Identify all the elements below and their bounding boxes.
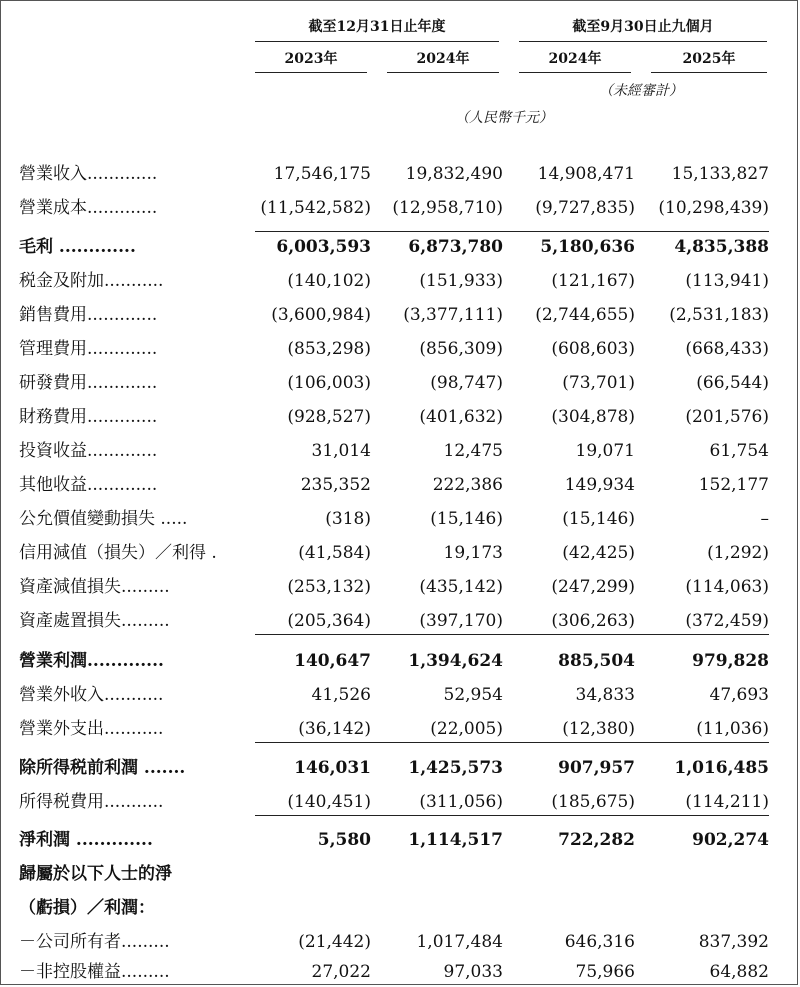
cell-value: (205,364)	[287, 611, 371, 631]
cell-value: 885,504	[558, 651, 635, 671]
table-row-operating-profit	[1, 644, 798, 678]
row-label: 資產減值損失.........	[19, 577, 170, 597]
cell-value: (36,142)	[298, 719, 371, 739]
cell-value: (3,377,111)	[403, 305, 503, 325]
table-row-selling-expenses	[1, 298, 798, 332]
row-label: 淨利潤 .............	[19, 830, 153, 850]
cell-value: 4,835,388	[674, 237, 769, 257]
row-label: 公允價值變動損失 .....	[19, 509, 188, 529]
row-label: 毛利 .............	[19, 237, 136, 257]
cell-value: 5,580	[317, 830, 371, 850]
table-row-investment-income	[1, 434, 798, 468]
cell-value: (12,958,710)	[392, 198, 503, 218]
table-row-taxes-and-surcharges	[1, 264, 798, 298]
cell-value: 140,647	[294, 651, 371, 671]
year-header-col4: 2025年	[651, 48, 767, 73]
cell-value: 17,546,175	[273, 164, 371, 184]
cell-value: 27,022	[311, 962, 371, 982]
cell-value: 12,475	[443, 441, 503, 461]
cell-value: (151,933)	[419, 271, 503, 291]
year-header-col2: 2024年	[387, 48, 499, 73]
year-header-col3: 2024年	[519, 48, 631, 73]
cell-value: 646,316	[564, 932, 635, 952]
cell-value: 52,954	[443, 685, 503, 705]
row-label: 營業成本.............	[19, 198, 158, 218]
row-label: 營業外支出...........	[19, 719, 164, 739]
cell-value: 5,180,636	[540, 237, 635, 257]
cell-value: 1,016,485	[674, 758, 769, 778]
table-row-asset-impairment	[1, 570, 798, 604]
table-row-gross-profit	[1, 230, 798, 264]
cell-value: 64,882	[709, 962, 769, 982]
cell-value: (435,142)	[419, 577, 503, 597]
cell-value: (318)	[325, 509, 371, 529]
table-row-credit-impairment	[1, 536, 798, 570]
cell-value: (66,544)	[696, 373, 769, 393]
header-group-full-year: 截至12月31日止年度	[255, 16, 499, 42]
row-label: 營業利潤.............	[19, 651, 164, 671]
table-row-other-income	[1, 468, 798, 502]
table-row-fair-value-losses	[1, 502, 798, 536]
cell-value: (306,263)	[551, 611, 635, 631]
cell-value: (15,146)	[430, 509, 503, 529]
cell-value: 1,017,484	[416, 932, 503, 952]
cell-value: (401,632)	[419, 407, 503, 427]
row-label: 研發費用.............	[19, 373, 158, 393]
cell-value: (9,727,835)	[535, 198, 635, 218]
cell-value: (185,675)	[551, 792, 635, 812]
cell-value: (311,056)	[419, 792, 503, 812]
unaudited-note: （未經審計）	[599, 83, 683, 99]
header-group-nine-months: 截至9月30日止九個月	[519, 16, 767, 42]
cell-value: (3,600,984)	[271, 305, 371, 325]
row-label: －公司所有者.........	[19, 932, 170, 952]
cell-value: (2,531,183)	[669, 305, 769, 325]
table-row-cost-of-sales	[1, 191, 798, 225]
cell-value: (928,527)	[287, 407, 371, 427]
cell-value: 75,966	[575, 962, 635, 982]
cell-value: 34,833	[575, 685, 635, 705]
row-label: 信用減值（損失）／利得 .	[19, 543, 217, 563]
cell-value: (140,451)	[287, 792, 371, 812]
cell-value: 146,031	[294, 758, 371, 778]
cell-value: (140,102)	[287, 271, 371, 291]
cell-value: (114,063)	[685, 577, 769, 597]
table-row-net-profit	[1, 823, 798, 857]
table-row-non-operating-expenses	[1, 712, 798, 746]
row-label: 除所得税前利潤 .......	[19, 758, 186, 778]
row-label: 投資收益.............	[19, 441, 158, 461]
table-row-admin-expenses	[1, 332, 798, 366]
cell-value: (397,170)	[419, 611, 503, 631]
cell-value: (304,878)	[551, 407, 635, 427]
cell-value: 902,274	[692, 830, 769, 850]
row-label: 所得税費用...........	[19, 792, 164, 812]
cell-value: (1,292)	[707, 543, 769, 563]
cell-value: (853,298)	[287, 339, 371, 359]
cell-value: (114,211)	[685, 792, 769, 812]
cell-value: 149,934	[564, 475, 635, 495]
table-row-non-operating-income	[1, 678, 798, 712]
row-label: 管理費用.............	[19, 339, 158, 359]
row-label: 資產處置損失.........	[19, 611, 170, 631]
row-label: 税金及附加...........	[19, 271, 164, 291]
row-label: 營業收入.............	[19, 164, 158, 184]
row-label: 銷售費用.............	[19, 305, 158, 325]
cell-value: (42,425)	[562, 543, 635, 563]
cell-value: (253,132)	[287, 577, 371, 597]
cell-value: (41,584)	[298, 543, 371, 563]
cell-value: 6,003,593	[276, 237, 371, 257]
cell-value: 152,177	[698, 475, 769, 495]
currency-unit-note: （人民幣千元）	[455, 110, 553, 126]
cell-value: (608,603)	[551, 339, 635, 359]
cell-value: 907,957	[558, 758, 635, 778]
cell-value: 1,114,517	[408, 830, 503, 850]
cell-value: 14,908,471	[537, 164, 635, 184]
cell-value: 97,033	[443, 962, 503, 982]
cell-value: (201,576)	[685, 407, 769, 427]
cell-value: (113,941)	[685, 271, 769, 291]
row-label: 財務費用.............	[19, 407, 158, 427]
table-row-revenue	[1, 157, 798, 191]
row-label: （虧損）／利潤：	[19, 898, 155, 918]
table-row-attributable-heading-1	[1, 857, 798, 891]
cell-value: (247,299)	[551, 577, 635, 597]
row-label: －非控股權益.........	[19, 962, 170, 982]
cell-value: 235,352	[300, 475, 371, 495]
cell-value: (121,167)	[551, 271, 635, 291]
cell-value: (21,442)	[298, 932, 371, 952]
cell-value: 837,392	[698, 932, 769, 952]
cell-value: (12,380)	[562, 719, 635, 739]
row-label: 歸屬於以下人士的淨	[19, 864, 172, 884]
cell-value: 15,133,827	[671, 164, 769, 184]
cell-value: (2,744,655)	[535, 305, 635, 325]
table-row-income-tax	[1, 785, 798, 819]
cell-value: –	[760, 509, 769, 529]
year-header-col1: 2023年	[255, 48, 367, 73]
cell-value: (98,747)	[430, 373, 503, 393]
cell-value: 1,394,624	[408, 651, 503, 671]
cell-value: 19,071	[575, 441, 635, 461]
cell-value: 19,173	[443, 543, 503, 563]
cell-value: 19,832,490	[405, 164, 503, 184]
cell-value: (11,542,582)	[260, 198, 371, 218]
cell-value: (372,459)	[685, 611, 769, 631]
table-row-attributable-heading-2	[1, 891, 798, 925]
table-row-asset-disposal	[1, 604, 798, 638]
row-label: 營業外收入...........	[19, 685, 164, 705]
cell-value: (856,309)	[419, 339, 503, 359]
cell-value: 47,693	[709, 685, 769, 705]
cell-value: (73,701)	[562, 373, 635, 393]
table-row-non-controlling-interests	[1, 955, 798, 985]
cell-value: (10,298,439)	[658, 198, 769, 218]
cell-value: (106,003)	[287, 373, 371, 393]
table-row-finance-expenses	[1, 400, 798, 434]
cell-value: (668,433)	[685, 339, 769, 359]
cell-value: (15,146)	[562, 509, 635, 529]
table-row-owners-of-company	[1, 925, 798, 959]
cell-value: 41,526	[311, 685, 371, 705]
cell-value: 31,014	[311, 441, 371, 461]
cell-value: 6,873,780	[408, 237, 503, 257]
cell-value: 979,828	[692, 651, 769, 671]
cell-value: 222,386	[432, 475, 503, 495]
cell-value: 1,425,573	[408, 758, 503, 778]
table-row-rnd-expenses	[1, 366, 798, 400]
row-label: 其他收益.............	[19, 475, 158, 495]
cell-value: 722,282	[558, 830, 635, 850]
cell-value: (11,036)	[696, 719, 769, 739]
cell-value: 61,754	[709, 441, 769, 461]
cell-value: (22,005)	[430, 719, 503, 739]
table-row-profit-before-tax	[1, 751, 798, 785]
